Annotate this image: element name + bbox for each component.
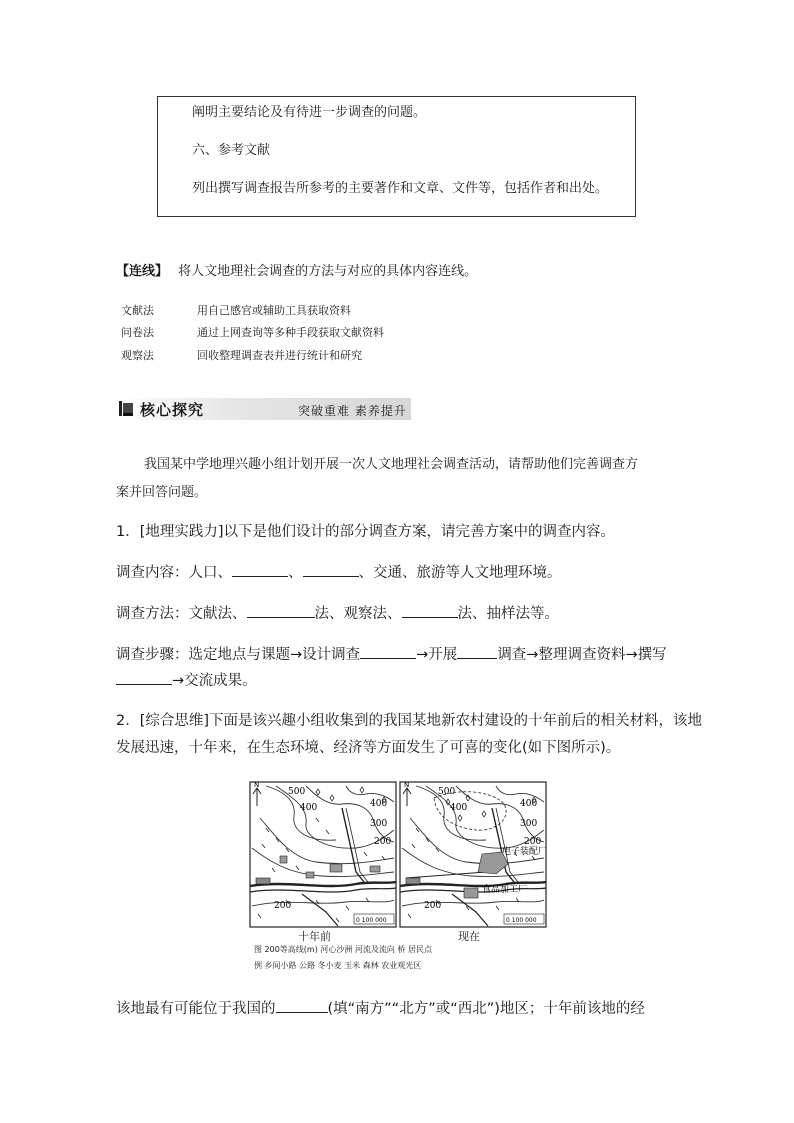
contour-label: 300 (520, 819, 538, 829)
blank-region[interactable] (276, 998, 328, 1013)
scale-right: 0 100 000 (506, 917, 537, 924)
method-3[interactable]: 观察法 (121, 349, 154, 362)
section-title: 核心探究 (140, 401, 205, 419)
blank-content-2[interactable] (303, 562, 359, 577)
blank-method-1[interactable] (247, 603, 315, 618)
q2-last-pre: 该地最有可能位于我国的 (116, 1001, 276, 1017)
q1-content-tail: 、交通、旅游等人文地理环境。 (358, 565, 562, 581)
q1-steps-line-2 (116, 669, 257, 690)
section-banner (116, 398, 411, 420)
contour-label: 300 (370, 819, 388, 829)
scale-left: 0 100 000 (356, 917, 387, 924)
blank-steps-1[interactable] (360, 644, 416, 659)
contour-label: 400 (300, 803, 318, 813)
q2-line-1: 2．[综合思维]下面是该兴趣小组收集到的我国某地新农村建设的十年前后的相关材料，该地 (116, 713, 703, 729)
svg-text:N: N (254, 781, 260, 789)
village-change-figure (246, 778, 550, 974)
q1-steps-mid2: 调查→整理调查资料→撰写 (497, 647, 667, 663)
intro-line-2: 案并回答问题。 (116, 485, 208, 500)
q1-method-tail: 法、抽样法等。 (457, 606, 559, 622)
caption-now: 现在 (458, 930, 480, 943)
box-line-1: 阐明主要结论及有待进一步调查的问题。 (192, 105, 427, 120)
section-subtitle: 突破重难 素养提升 (298, 404, 407, 418)
content-3[interactable]: 回收整理调查表并进行统计和研究 (197, 349, 362, 362)
blank-method-2[interactable] (402, 603, 458, 618)
contour-label: 500 (288, 787, 306, 797)
contour-label: 200 (274, 901, 292, 911)
q2-last-post: (填“南方”“北方”或“西北”)地区；十年前该地的经 (327, 1001, 645, 1017)
connect-text: 将人文地理社会调查的方法与对应的具体内容连线。 (178, 264, 478, 279)
q1-content-label: 调查内容：人口、 (116, 565, 232, 581)
connect-tag: 【连线】 (116, 264, 169, 279)
q1-content-sep: 、 (288, 565, 303, 581)
book-icon (119, 401, 133, 416)
content-2[interactable]: 通过上网查询等多种手段获取文献资料 (197, 326, 384, 339)
q1-steps-mid: →开展 (416, 647, 458, 663)
contour-label: 200 (424, 901, 442, 911)
contour-label: 500 (438, 787, 456, 797)
box-line-2: 六、参考文献 (192, 143, 271, 158)
intro-line-1: 我国某中学地理兴趣小组计划开展一次人文地理社会调查活动，请帮助他们完善调查方 (144, 457, 639, 472)
q2-line-2: 发展迅速，十年来，在生态环境、经济等方面发生了可喜的变化(如下图所示)。 (116, 740, 621, 756)
q1-content-line (116, 561, 562, 582)
contour-label: 400 (520, 799, 538, 809)
label-electronics-factory: 电子装配厂 (502, 847, 548, 857)
method-summary-box (157, 96, 636, 217)
legend-row-2: 例 乡间小路 公路 冬小麦 玉米 森林 农业观光区 (254, 961, 422, 970)
blank-steps-3[interactable] (116, 670, 172, 685)
contour-label: 200 (524, 837, 542, 847)
svg-text:N: N (404, 781, 410, 789)
q1-method-line (116, 602, 559, 623)
contour-label: 400 (450, 803, 468, 813)
method-2[interactable]: 问卷法 (121, 326, 154, 339)
caption-before: 十年前 (298, 930, 331, 943)
q2-answer-line (116, 997, 645, 1018)
legend-row-1: 图 200等高线(m) 河心沙洲 河流及流向 桥 居民点 (254, 945, 433, 954)
contour-label: 200 (374, 837, 392, 847)
q1-steps-tail: →交流成果。 (172, 673, 257, 689)
label-food-factory: 食品加工厂 (482, 885, 528, 895)
method-1[interactable]: 文献法 (121, 304, 154, 317)
q1-steps-line (116, 643, 667, 664)
box-line-3: 列出撰写调查报告所参考的主要著作和文章、文件等，包括作者和出处。 (192, 181, 609, 196)
q1-method-label: 调查方法：文献法、 (116, 606, 247, 622)
content-1[interactable]: 用自己感官或辅助工具获取资料 (197, 304, 351, 317)
q1-steps-label: 调查步骤：选定地点与课题→设计调查 (116, 647, 361, 663)
connect-instruction (116, 260, 477, 279)
contour-label: 400 (370, 799, 388, 809)
q1-method-mid: 法、观察法、 (314, 606, 402, 622)
blank-steps-2[interactable] (457, 644, 497, 659)
blank-content-1[interactable] (232, 562, 288, 577)
q1-heading: 1．[地理实践力]以下是他们设计的部分调查方案，请完善方案中的调查内容。 (116, 524, 616, 540)
